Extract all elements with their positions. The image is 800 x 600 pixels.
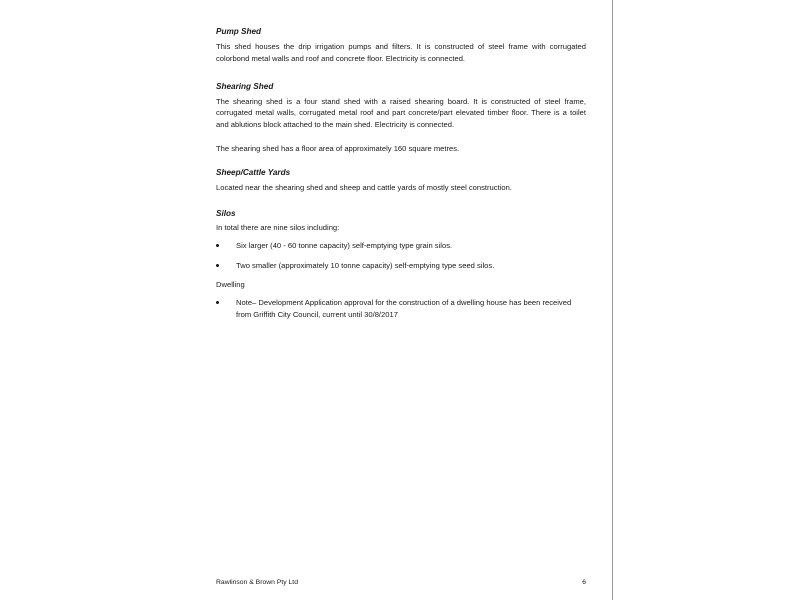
document-page — [190, 0, 613, 600]
list-item — [216, 240, 586, 252]
yards-heading: Sheep/Cattle Yards — [216, 167, 291, 177]
silos-list — [216, 240, 586, 272]
list-item — [216, 260, 586, 272]
shearing-shed-area-text: The shearing shed has a floor area of approximately 160 square metres. — [216, 143, 460, 153]
dwelling-note-text: Note– Development Application approval for the construction of a dwelling house has been received from Griffith City Council, current until 30/8/2017 — [236, 297, 572, 319]
silo-item-text: Six larger (40 - 60 tonne capacity) self-emptying type grain silos. — [236, 241, 453, 251]
bullet-icon — [216, 264, 219, 267]
silos-intro: In total there are nine silos including: — [216, 222, 340, 232]
dwelling-label: Dwelling — [216, 279, 245, 289]
list-item — [216, 297, 586, 321]
footer-page-number: 6 — [582, 579, 586, 586]
shearing-shed-heading: Shearing Shed — [216, 81, 274, 91]
bullet-icon — [216, 301, 219, 304]
pump-shed-text: This shed houses the drip irrigation pumps and filters. It is constructed of steel frame with corrugated colorbond metal walls and roof and concrete floor. Electricity is connected. — [216, 42, 586, 63]
bullet-icon — [216, 244, 219, 247]
dwelling-list — [216, 297, 586, 321]
page-content — [216, 26, 586, 320]
silos-heading: Silos — [216, 208, 236, 218]
yards-text: Located near the shearing shed and sheep and cattle yards of mostly steel construction. — [216, 182, 512, 192]
silo-item-text: Two smaller (approximately 10 tonne capacity) self-emptying type seed silos. — [236, 261, 495, 271]
shearing-shed-text: The shearing shed is a four stand shed with a raised shearing board. It is constructed of steel frame, corrugated metal walls, corrugated metal roof and part concrete/part elevated timber floor. There is a toilet and ablutions block attached to the main shed. Electricity is connected. — [216, 96, 586, 130]
footer-company: Rawlinson & Brown Pty Ltd — [216, 579, 298, 586]
pump-shed-heading: Pump Shed — [216, 27, 262, 36]
